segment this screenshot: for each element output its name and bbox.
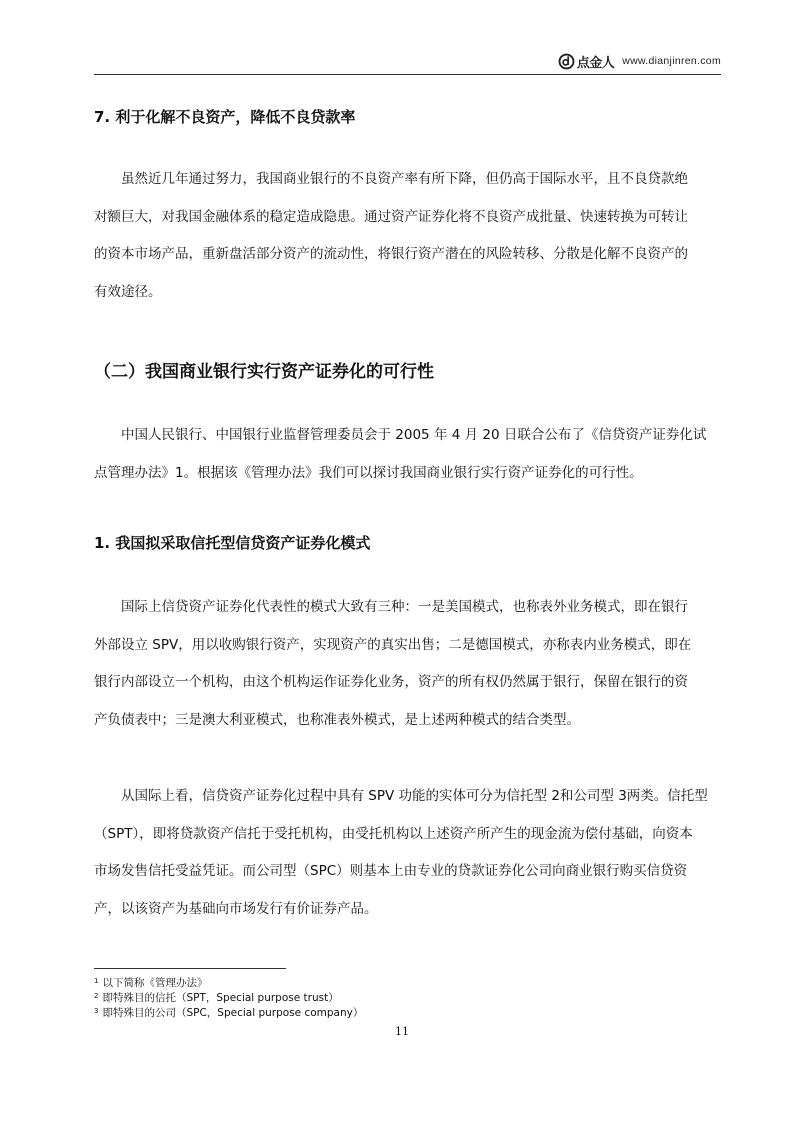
paragraph-line: 银行内部设立一个机构，由这个机构运作证券化业务，资产的所有权仍然属于银行，保留在银行的资 (94, 674, 688, 690)
paragraph-line: 产负债表中；三是澳大利亚模式，也称准表外模式，是上述两种模式的结合类型。 (94, 711, 580, 728)
page-number: 11 (395, 1025, 409, 1038)
footnote-1 (94, 976, 363, 991)
paragraph-7 (94, 161, 721, 311)
footnote-divider (94, 968, 286, 969)
paragraph-line: 中国人民银行、中国银行业监督管理委员会于 2005 年 4 月 20 日联合公布了《信贷资产证券化试 (121, 427, 707, 443)
paragraph-line: 虽然近几年通过努力，我国商业银行的不良资产率有所下降，但仍高于国际水平，且不良贷款绝 (121, 171, 688, 187)
dianjinren-logo-icon (558, 53, 575, 70)
paragraph-line: 从国际上看，信贷资产证券化过程中具有 SPV 功能的实体可分为信托型 2和公司型 3两类。信托型 (121, 788, 708, 804)
logo-url[interactable]: www.dianjinren.com (622, 55, 721, 67)
footnotes (94, 976, 363, 1021)
paragraph-line: 国际上信贷资产证券化代表性的模式大致有三种：一是美国模式，也称表外业务模式，即在银行 (121, 599, 688, 615)
paragraph-line: 对额巨大，对我国金融体系的稳定造成隐患。通过资产证券化将不良资产成批量、快速转换为可转让 (94, 208, 688, 225)
paragraph-line: 市场发售信托受益凭证。而公司型（SPC）则基本上由专业的贷款证券化公司向商业银行购买信贷资 (94, 863, 688, 879)
section-heading-1: 1. 我国拟采取信托型信贷资产证券化模式 (94, 534, 371, 552)
section-heading-7: 7. 利于化解不良资产，降低不良贷款率 (94, 108, 356, 126)
paragraph-line: 外部设立 SPV，用以收购银行资产，实现资产的真实出售；二是德国模式，亦称表内业务模式，即在 (94, 636, 692, 653)
paragraph-line: 产，以该资产为基础向市场发行有价证券产品。 (94, 900, 378, 917)
paragraph-line: 的资本市场产品，重新盘活部分资产的流动性，将银行资产潜在的风险转移、分散是化解不良资产的 (94, 246, 688, 262)
footnote-3 (94, 1006, 363, 1021)
page-header (94, 46, 721, 74)
footnote-2 (94, 991, 363, 1006)
footnote-number: 2 (94, 992, 99, 1000)
paragraph-line: （SPT），即将贷款资产信托于受托机构，由受托机构以上述资产所产生的现金流为偿付基础，向资本 (94, 825, 693, 842)
footnote-text: 即特殊目的信托（SPT，Special purpose trust） (102, 992, 339, 1004)
header-divider (94, 74, 721, 75)
logo[interactable] (558, 51, 721, 71)
paragraph-2 (94, 417, 721, 492)
paragraph-line: 点管理办法》1。根据该《管理办法》我们可以探讨我国商业银行实行资产证券化的可行性。 (94, 464, 643, 481)
paragraph-1b (94, 778, 721, 928)
paragraph-line: 有效途径。 (94, 283, 162, 300)
footnote-number: 3 (94, 1007, 99, 1015)
paragraph-1a (94, 589, 721, 739)
section-heading-2: （二）我国商业银行实行资产证券化的可行性 (94, 362, 434, 382)
footnote-text: 以下简称《管理办法》 (102, 977, 208, 989)
footnote-text: 即特殊目的公司（SPC，Special purpose company） (102, 1007, 364, 1019)
logo-text: 点金人 (576, 55, 615, 71)
footnote-number: 1 (94, 977, 99, 985)
